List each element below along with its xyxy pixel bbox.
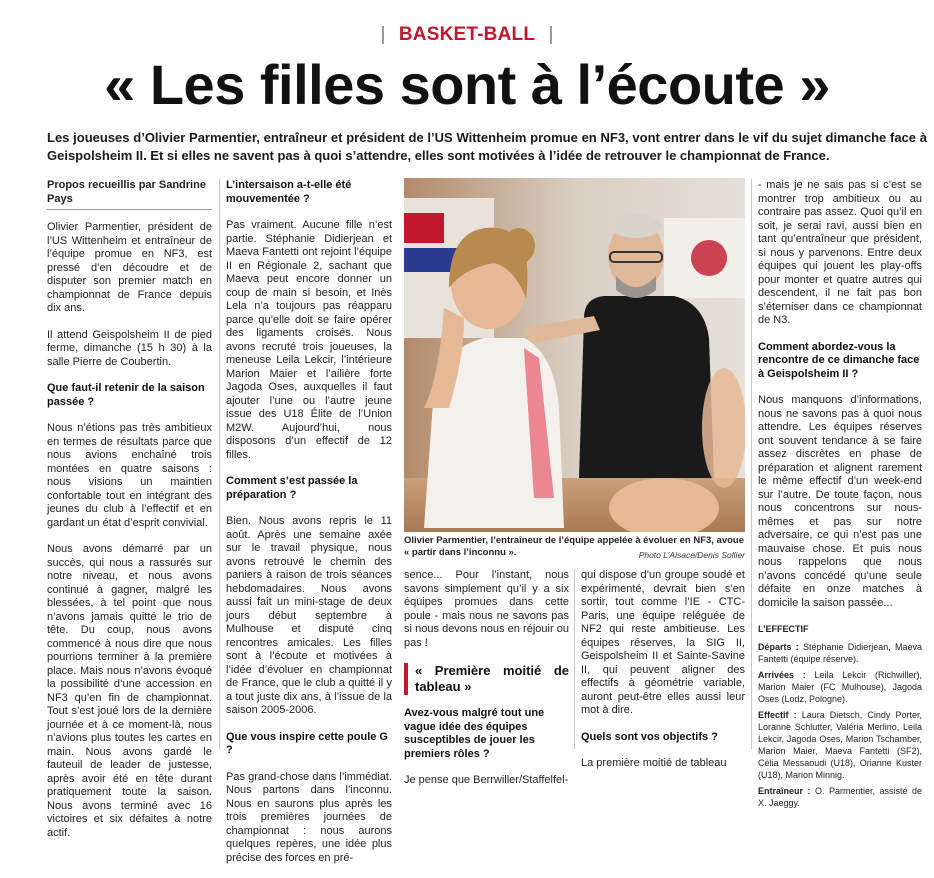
col2-question-1: L’intersaison a-t-elle été mouvementée ? xyxy=(226,179,352,205)
pull-quote xyxy=(404,663,569,695)
effectif-line xyxy=(758,709,922,781)
col1-paragraph-2: Il attend Geispolsheim II de pied ferme, dimanche (15 h 30) à la salle Pierre de Coubertin. xyxy=(47,328,212,368)
col3-question-1: Avez-vous malgré tout une vague idée des équipes susceptibles de jouer les premiers rôles ? xyxy=(404,707,545,760)
headline: « Les filles sont à l’écoute » xyxy=(104,53,830,116)
departs-text: Stéphanie Didierjean, Maeva Fantetti (équipe réserve). xyxy=(758,641,922,664)
col5-paragraph-1: - mais je ne sais pas si c’est se montrer trop ambitieux ou au contraire pas assez. Quoi qu’il en soit, je serai ravi, aussi bien en tant qu’entraîneur que président, si nous y parvenons. Entre deux équipes qui jouent les play-offs pour monter et quatre autres qui descendent, il ne fait pas bon s’éterniser dans ce championnat de N3. xyxy=(758,179,922,326)
col5-paragraph-2: Nous manquons d’informations, nous ne savons pas à quoi nous attendre. Les équipes réserves ont souvent tendance à se faire assez discrètes en phase de préparation et alignent rarement le même effectif d’un week-end sur l’autre. De toute façon, nous nous concentrons sur nous-mêmes et pas sur notre adversaire, ce qui n’est pas une mauvaise chose. Et puis nous nous rappelons que nous n’avons concédé qu’une seule défaite en onze matches à domicile la saison passée... xyxy=(758,394,922,609)
effectif-title: L’EFFECTIF xyxy=(758,624,809,634)
col2-paragraph-1: Pas vraiment. Aucune fille n’est partie. Stéphanie Didierjean et Maeva Fantetti ont rejoint l’équipe II en Régionale 2, sachant que Maeva peut encore donner un coup de main si besoin, et Inès Lela n’a toujours pas réapparu parce qu’elle doit se faire opérer des ligaments croisés. Nous avons recruté trois joueuses, la meneuse Leila Lekcir, l’intérieure Marion Maier et l’ailière forte Jagoda Oses, auxquelles il faut ajouter l’une ou l’autre jeune issue des U18 Élite de l’Union M2W. Aujourd’hui, nous disposons d’un effectif de 12 filles. xyxy=(226,219,392,461)
entraineur-line xyxy=(758,785,922,809)
column-1 xyxy=(47,179,212,853)
col1-paragraph-3: Nous n’étions pas très ambitieux en termes de résultats parce que nous avions enchaîné trois montées en quatre saisons : nous visions un maintien confortable tout en intégrant des jeunes du club à l’effectif et en gardant un état d’esprit convivial. xyxy=(47,422,212,529)
column-4 xyxy=(581,569,745,784)
photo-illustration xyxy=(404,178,745,532)
column-2 xyxy=(226,179,392,878)
column-5 xyxy=(758,179,922,813)
col2-question-3: Que vous inspire cette poule G ? xyxy=(226,730,388,756)
col4-paragraph-2: La première moitié de tableau xyxy=(581,757,727,769)
section-header xyxy=(0,24,934,46)
arrivees-text: Leila Lekcir (Richwiller), Marion Maier (FC Mulhouse), Jagoda Oses (Lodz, Pologne). xyxy=(758,669,922,704)
effectif-text: Laura Dietsch, Cindy Porter, Loranne Schlutter, Valéria Merlino, Leila Lekcir, Jagoda Oses, Marion Tschamber, Marion Maier, Maeva Fantetti (SF2), Célia Messaoudi (U18), Orianne Kuster (U18), Marion Minnig. xyxy=(758,709,922,780)
col1-question-1: Que faut-il retenir de la saison passée ? xyxy=(47,382,205,408)
section-divider-right xyxy=(550,26,552,44)
col4-question-1: Quels sont vos objectifs ? xyxy=(581,730,718,743)
col1-paragraph-4: Nous avons démarré par un succès, qui nous a rassurés sur notre niveau, et nous avons continué à gagner, malgré les blessées, à tel point que nous n’avons jamais quitté le trio de tête. Du coup, nous avons commencé à nous dire que nous pourrions terminer à la première place. Mais nous n’avons évoqué la possibilité d’une accession en NF3 qu’en fin de championnat. Tout s’est joué lors de la dernière journée et à ce moment-là, nous n’avions plus toutes les cartes en main. Nous avons gardé le fauteuil de leader de justesse, après avoir été en tête durant pratiquement toute la saison. Nous avons terminé avec 16 victoires et six défaites à notre actif. xyxy=(47,543,212,839)
column-rule xyxy=(751,179,752,749)
column-rule xyxy=(574,569,575,749)
entraineur-label: Entraîneur : xyxy=(758,785,811,796)
arrivees-line xyxy=(758,669,922,705)
section-label: BASKET-BALL xyxy=(398,24,536,45)
effectif-label: Effectif : xyxy=(758,709,797,720)
entraineur-text: O. Parmentier, assisté de X. Jaeggy. xyxy=(758,785,922,808)
col3-paragraph-1: sence... Pour l’instant, nous savons simplement qu’il y a six équipes promues dans cette poule - mais nous ne savons pas si nous devons nous en réjouir ou pas ! xyxy=(404,569,569,649)
col5-question-1: Comment abordez-vous la rencontre de ce dimanche face à Geispolsheim II ? xyxy=(758,340,920,380)
col2-question-2: Comment s’est passée la préparation ? xyxy=(226,475,358,501)
departs-label: Départs : xyxy=(758,641,799,652)
photo-caption: Olivier Parmentier, l’entraîneur de l’équipe appelée à évoluer en NF3, avoue « partir dans l’inconnu ». xyxy=(404,535,745,558)
departs-line xyxy=(758,641,922,665)
article-photo xyxy=(404,178,745,532)
column-3 xyxy=(404,569,569,801)
col1-paragraph-1: Olivier Parmentier, président de l’US Wittenheim et entraîneur de l’équipe promue en NF3, est pressé d’en découdre et de disputer son premier match en championnat de France depuis dix ans. xyxy=(47,221,212,314)
col3-paragraph-2: Je pense que Berrwiller/Staffelfel- xyxy=(404,774,569,786)
pull-quote-text: « Première moitié de tableau » xyxy=(415,663,569,694)
col2-paragraph-3: Pas grand-chose dans l’immédiat. Nous partons dans l’inconnu. Nous en saurons plus après les trois premières journées de championnat : nous aurons quelques repères, une idée plus précise des forces en pré- xyxy=(226,770,392,864)
arrivees-label: Arrivées : xyxy=(758,669,806,680)
col4-paragraph-1: qui dispose d’un groupe soudé et expérimenté, devrait bien s’en sortir, tout comme l’IE - CTC-Paris, une équipe reléguée de NF2 qui reste ambitieuse. Les équipes réserves, la SIG II, Geispolsheim II et Sainte-Savine II, qui peuvent aligner des effectifs à géométrie variable, auront peut-être elles aussi leur mot à dire. xyxy=(581,569,745,716)
section-divider-left xyxy=(382,26,384,44)
intro-paragraph: Les joueuses d’Olivier Parmentier, entraîneur et président de l’US Wittenheim promue en NF3, vont entrer dans le vif du sujet dimanche face à Geispolsheim II. Et si elles ne savent pas à quoi s’attendre, elles sont motivées à l’idée de retrouver le championnat de France. xyxy=(47,130,927,163)
col2-paragraph-2: Bien. Nous avons repris le 11 août. Après une semaine axée sur le travail physique, nous avons retrouvé le chemin des paniers à raison de trois séances hebdomadaires. Nous avons aussi fait un mini-stage de deux jours début septembre à Mulhouse et disputé cinq rencontres amicales. Les filles sont à l’écoute et motivées à l’idée d’évoluer en championnat de France, que le club a quitté il y a tout juste dix ans, à l’issue de la saison 2005-2006. xyxy=(226,515,392,716)
column-rule xyxy=(219,179,220,749)
photo-credit: Photo L’Alsace/Denis Sollier xyxy=(638,550,745,560)
byline: Propos recueillis par Sandrine Pays xyxy=(47,179,212,210)
